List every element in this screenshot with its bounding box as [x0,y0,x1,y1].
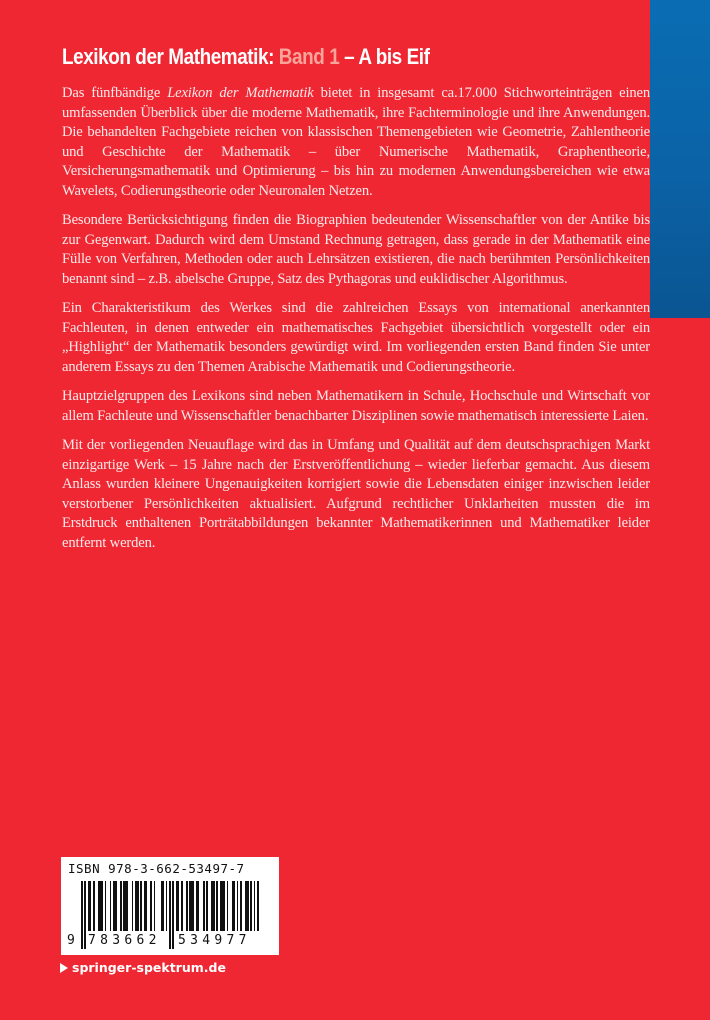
ean-right-group: 534977 [178,933,251,948]
barcode-bar [220,881,225,931]
barcode-bar [93,881,95,931]
paragraph-new-edition: Mit der vorliegenden Neuauflage wird das in Umfang und Qualität auf dem deutschsprachigen Markt einzigartige Werk – 15 Jahre nach der Erstveröffentlichung – wieder lieferbar gemacht. Aus diesem Anlass wurden kleinere Ungenauigkeiten korrigiert sowie die Lebensdaten einiger inzwischen leider verstorbener Persönlichkeiten aktualisiert. Aufgrund rechtlicher Unklarheiten mussten die im Erstdruck enthaltenen Porträtabbildungen bekannter Mathematikerinnen und Mathematiker leider entfernt werden. [62,437,650,551]
blue-accent-bar [650,0,710,318]
barcode-bar [105,881,107,931]
barcode-bar [88,881,91,931]
barcode-bar [154,881,156,931]
barcode-bar [140,881,142,931]
publisher-website-text: springer-spektrum.de [72,960,226,975]
barcode-bar [227,881,229,931]
barcode-bar [237,881,239,931]
barcode-bar [245,881,248,931]
barcode-bar [84,881,86,949]
barcode-bar [176,881,179,931]
ean-left-group: 783662 [88,933,161,948]
title-main: Lexikon der Mathematik: [62,44,279,69]
book-title [62,44,429,70]
barcode-bar [240,881,242,931]
isbn-label: ISBN 978-3-662-53497-7 [68,861,245,876]
barcode-bar [250,881,252,931]
title-range: – A bis Eif [339,44,430,69]
barcode-bar [203,881,205,931]
barcode-bar [166,881,168,931]
paragraph-intro [62,84,650,201]
barcode-bar [132,881,134,931]
barcode-bar [144,881,147,931]
barcode-bar [110,881,112,931]
barcode-bar [216,881,218,931]
paragraph-essays: Ein Charakteristikum des Werkes sind die zahlreichen Essays von international anerkannten Fachleuten, in denen entweder ein mathematisches Fachgebiet übersichtlich vorgestellt oder ein „Highlight“ der Mathematik besonders gewürdigt wird. Im vorliegenden ersten Band finden Sie unter anderem Essays zu den Themen Arabische Mathematik und Codierungstheorie. [62,300,650,375]
publisher-website-link[interactable] [60,960,226,975]
paragraph-biographies: Besondere Berücksichtigung finden die Biographien bedeutender Wissenschaftler von der Antike bis zur Gegenwart. Dadurch wird dem Umstand Rechnung getragen, dass gerade in der Mathematik eine Fülle von Verfahren, Methoden oder auch Lehrsätzen existieren, die nach berühmten Persönlichkeiten benannt sind – z.B. abelsche Gruppe, Satz des Pythagoras und euklidischer Algorithmus. [62,212,650,287]
barcode-bar [150,881,152,931]
barcode-bar [172,881,174,949]
barcode-bar [113,881,116,931]
blurb-text [62,84,650,563]
triangle-right-icon [60,963,68,973]
barcode-bar [196,881,199,931]
intro-book-title: Lexikon der Mathematik [167,85,314,101]
intro-text-rest: bietet in insgesamt ca.17.000 Stichworteinträgen einen umfassenden Überblick über die moderne Mathematik, ihre Fachterminologie und ihre Anwendungen. Die behandelten Fachgebiete reichen von klassischen Themengebieten wie Geometrie, Zahlentheorie und Geschichte der Mathematik – über Numerische Mathematik, Graphentheorie, Versicherungsmathematik und Optimierung – bis hin zu modernen Anwendungsbereichen wie etwa Wavelets, Codierungstheorie oder Neuronalen Netzen. [62,85,650,199]
barcode-bar [186,881,188,931]
paragraph-audience: Hauptzielgruppen des Lexikons sind neben Mathematikern in Schule, Hochschule und Wirtschaft vor allem Fachleute und Wissenschaftler benachbarter Disziplinen sowie mathematisch interessierte Laien. [62,388,650,424]
barcode-bar [189,881,194,931]
intro-text-start: Das fünfbändige [62,85,168,101]
barcode-bar [120,881,122,931]
barcode-bar [161,881,164,931]
barcode-bar [232,881,235,931]
barcode-bar [211,881,214,931]
isbn-barcode [61,857,279,955]
barcode-bar [123,881,128,931]
title-volume: Band 1 [278,44,340,69]
barcode-bar [135,881,138,931]
ean-first-digit: 9 [67,933,75,948]
barcode-bar [169,881,171,949]
barcode-bar [206,881,208,931]
barcode-bar [98,881,103,931]
barcode-bar [81,881,83,949]
barcode-bar [181,881,183,931]
